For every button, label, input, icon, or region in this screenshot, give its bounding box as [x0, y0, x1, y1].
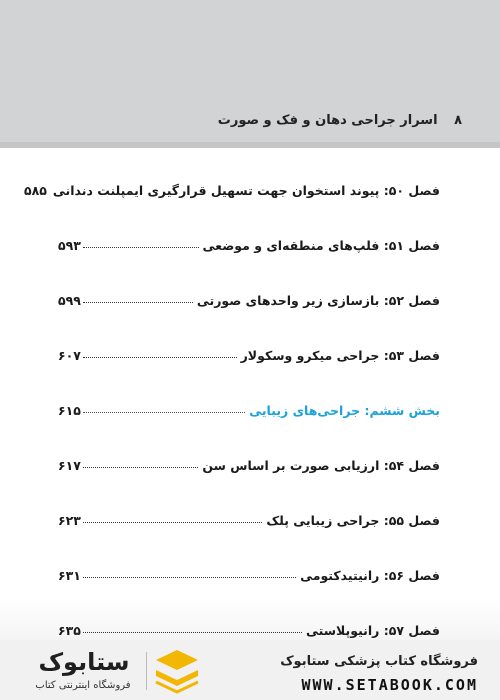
logo-wordmark: ستابوک [38, 648, 130, 676]
toc-leader-dots [83, 246, 199, 248]
header-book-title: اسرار جراحی دهان و فک و صورت [217, 113, 438, 128]
header-page-number: ۸ [454, 113, 462, 128]
toc-entry[interactable] [58, 231, 440, 253]
book-stack-icon [152, 648, 202, 694]
toc-entry-title: فصل ۵۶: رانیتیدکتومی [300, 568, 440, 583]
toc-entry[interactable] [58, 506, 440, 528]
toc-leader-dots [83, 521, 262, 523]
toc-entry-page: ۶۰۷ [58, 348, 81, 363]
toc-entry[interactable] [58, 451, 440, 473]
toc-entry-title: فصل ۵۰: پیوند استخوان جهت تسهیل قرارگیری ایمپلنت دندانی [52, 183, 440, 198]
toc-leader-dots [83, 411, 245, 413]
toc-leader-dots [83, 631, 302, 633]
toc-entry-page: ۶۳۱ [58, 568, 81, 583]
toc-entry[interactable] [58, 341, 440, 363]
toc-entry-page: ۶۱۷ [58, 458, 81, 473]
toc-entry-page: ۵۹۹ [58, 293, 81, 308]
toc-entry-page: ۵۹۳ [58, 238, 81, 253]
toc-section-entry[interactable] [58, 396, 440, 418]
toc-entry[interactable] [58, 616, 440, 638]
toc-entry-title: فصل ۵۲: بازسازی زیر واحدهای صورتی [196, 293, 440, 308]
toc-entry-title: فصل ۵۱: فلپ‌های منطقه‌ای و موضعی [202, 238, 440, 253]
toc-entry-page: ۶۲۳ [58, 513, 81, 528]
toc-entry[interactable] [58, 286, 440, 308]
store-logo[interactable] [14, 646, 224, 698]
toc-entry-title: فصل ۵۵: جراحی زیبایی پلک [266, 513, 440, 528]
logo-divider [146, 652, 147, 690]
store-url[interactable]: WWW.SETABOOK.COM [301, 676, 478, 694]
toc-entry-title: فصل ۵۳: جراحی میکرو وسکولار [240, 348, 440, 363]
toc-leader-dots [83, 301, 193, 303]
store-name: فروشگاه کتاب پزشکی ستابوک [280, 654, 478, 669]
toc-entry[interactable] [58, 561, 440, 583]
toc-entry-page: ۶۱۵ [58, 403, 81, 418]
toc-section-title: بخش ششم: جراحی‌های زیبایی [249, 403, 440, 418]
toc-leader-dots [83, 466, 198, 468]
toc-leader-dots [83, 356, 237, 358]
toc-entry[interactable] [24, 176, 440, 198]
toc-entry-title: فصل ۵۷: رانیوپلاستی [306, 623, 440, 638]
toc-entry-title: فصل ۵۴: ارزیابی صورت بر اساس سن [202, 458, 440, 473]
logo-tagline: فروشگاه اینترنتی کتاب [35, 680, 131, 691]
toc-entry-page: ۵۸۵ [24, 183, 47, 198]
toc-entry-page: ۶۳۵ [58, 623, 81, 638]
toc-leader-dots [83, 576, 296, 578]
